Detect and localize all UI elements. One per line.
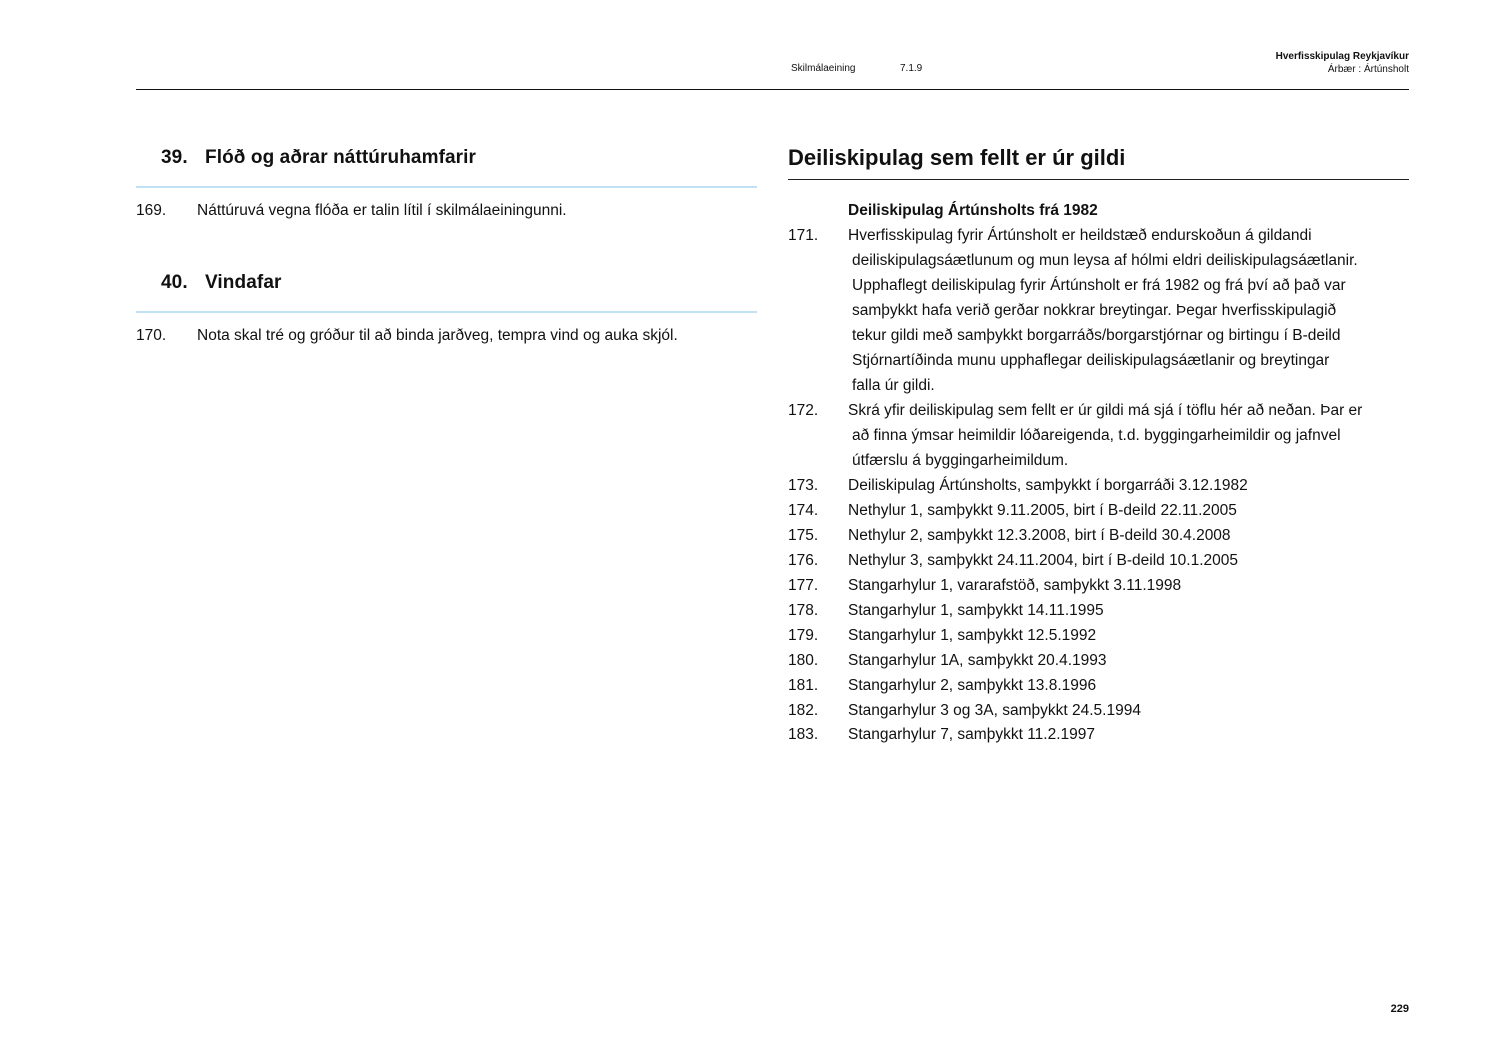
item-line: Stangarhylur 1, samþykkt 12.5.1992 (848, 627, 1097, 644)
item-line: deiliskipulagsáætlunum og mun leysa af hólmi eldri deiliskipulagsáætlanir. (852, 252, 1358, 269)
section-heading-39 (161, 147, 476, 169)
page-title: Deiliskipulag sem fellt er úr gildi (788, 145, 1126, 170)
list-item (788, 648, 1398, 673)
item-number: 176. (788, 552, 819, 569)
list-item (788, 548, 1398, 573)
item-line: Stangarhylur 1, vararafstöð, samþykkt 3.11.1998 (848, 577, 1182, 594)
item-line: Skrá yfir deiliskipulag sem fellt er úr gildi má sjá í töflu hér að neðan. Þar er (848, 402, 1363, 419)
list-item (788, 698, 1398, 723)
item-line: falla úr gildi. (852, 377, 935, 394)
header-doc-title: Hverfisskipulag Reykjavíkur (1275, 51, 1409, 62)
item-line: Stangarhylur 7, samþykkt 11.2.1997 (848, 726, 1095, 743)
item-line: Nethylur 1, samþykkt 9.11.2005, birt í B-deild 22.11.2005 (848, 502, 1237, 519)
item-line: Upphaflegt deiliskipulag fyrir Ártúnsholt er frá 1982 og frá því að það var (852, 277, 1346, 294)
item-line: Stangarhylur 2, samþykkt 13.8.1996 (848, 677, 1097, 694)
subheading: Deiliskipulag Ártúnsholts frá 1982 (848, 202, 1098, 219)
item-number: 173. (788, 477, 819, 494)
paragraph-number: 170. (136, 327, 167, 344)
list-item (788, 223, 1398, 398)
item-line: Nethylur 2, samþykkt 12.3.2008, birt í B-deild 30.4.2008 (848, 527, 1231, 544)
paragraph-169 (136, 198, 756, 223)
item-line: Nethylur 3, samþykkt 24.11.2004, birt í B-deild 10.1.2005 (848, 552, 1239, 569)
paragraph-text: Náttúruvá vegna flóða er talin lítil í skilmálaeiningunni. (197, 202, 567, 219)
list-item (788, 398, 1398, 473)
page-number: 229 (1390, 1003, 1409, 1015)
list-item (788, 673, 1398, 698)
paragraph-text: Nota skal tré og gróður til að binda jarðveg, tempra vind og auka skjól. (197, 327, 678, 344)
list-item (788, 598, 1398, 623)
paragraph-170 (136, 323, 756, 348)
item-line: tekur gildi með samþykkt borgarráðs/borgarstjórnar og birtingu í B-deild (852, 327, 1341, 344)
section-number: 39. (161, 147, 188, 168)
section-rule (136, 311, 757, 313)
list-item (788, 523, 1398, 548)
header-rule (136, 89, 1409, 90)
title-rule (788, 179, 1409, 180)
paragraph-number: 169. (136, 202, 167, 219)
item-number: 172. (788, 402, 819, 419)
item-number: 183. (788, 726, 819, 743)
header-doc-info (1276, 50, 1409, 76)
item-number: 179. (788, 627, 819, 644)
header-section-label: Skilmálaeining (791, 63, 856, 74)
section-rule (136, 186, 757, 188)
item-line: Deiliskipulag Ártúnsholts, samþykkt í borgarráði 3.12.1982 (848, 477, 1248, 494)
item-number: 180. (788, 652, 819, 669)
item-number: 171. (788, 227, 819, 244)
item-line: Hverfisskipulag fyrir Ártúnsholt er heildstæð endurskoðun á gildandi (848, 227, 1312, 244)
item-line: Stangarhylur 1A, samþykkt 20.4.1993 (848, 652, 1107, 669)
list-item (788, 722, 1398, 747)
item-line: Stangarhylur 3 og 3A, samþykkt 24.5.1994 (848, 702, 1141, 719)
item-line: útfærslu á byggingarheimildum. (852, 452, 1069, 469)
list-item (788, 573, 1398, 598)
item-line: samþykkt hafa verið gerðar nokkrar breytingar. Þegar hverfisskipulagið (852, 302, 1337, 319)
item-number: 174. (788, 502, 819, 519)
header-doc-subtitle: Árbær : Ártúnsholt (1327, 64, 1409, 75)
item-line: Stangarhylur 1, samþykkt 14.11.1995 (848, 602, 1104, 619)
list-item (788, 623, 1398, 648)
section-title: Vindafar (205, 272, 282, 293)
section-title: Flóð og aðrar náttúruhamfarir (205, 147, 477, 168)
item-number: 175. (788, 527, 819, 544)
section-number: 40. (161, 272, 188, 293)
item-line: að finna ýmsar heimildir lóðareigenda, t.d. byggingarheimildir og jafnvel (852, 427, 1341, 444)
list-item (788, 498, 1398, 523)
list-item (788, 473, 1398, 498)
section-heading-40 (161, 272, 281, 294)
item-number: 177. (788, 577, 819, 594)
item-line: Stjórnartíðinda munu upphaflegar deiliskipulagsáætlanir og breytingar (852, 352, 1330, 369)
header-section-number: 7.1.9 (900, 63, 923, 74)
item-number: 181. (788, 677, 819, 694)
item-number: 178. (788, 602, 819, 619)
item-number: 182. (788, 702, 819, 719)
